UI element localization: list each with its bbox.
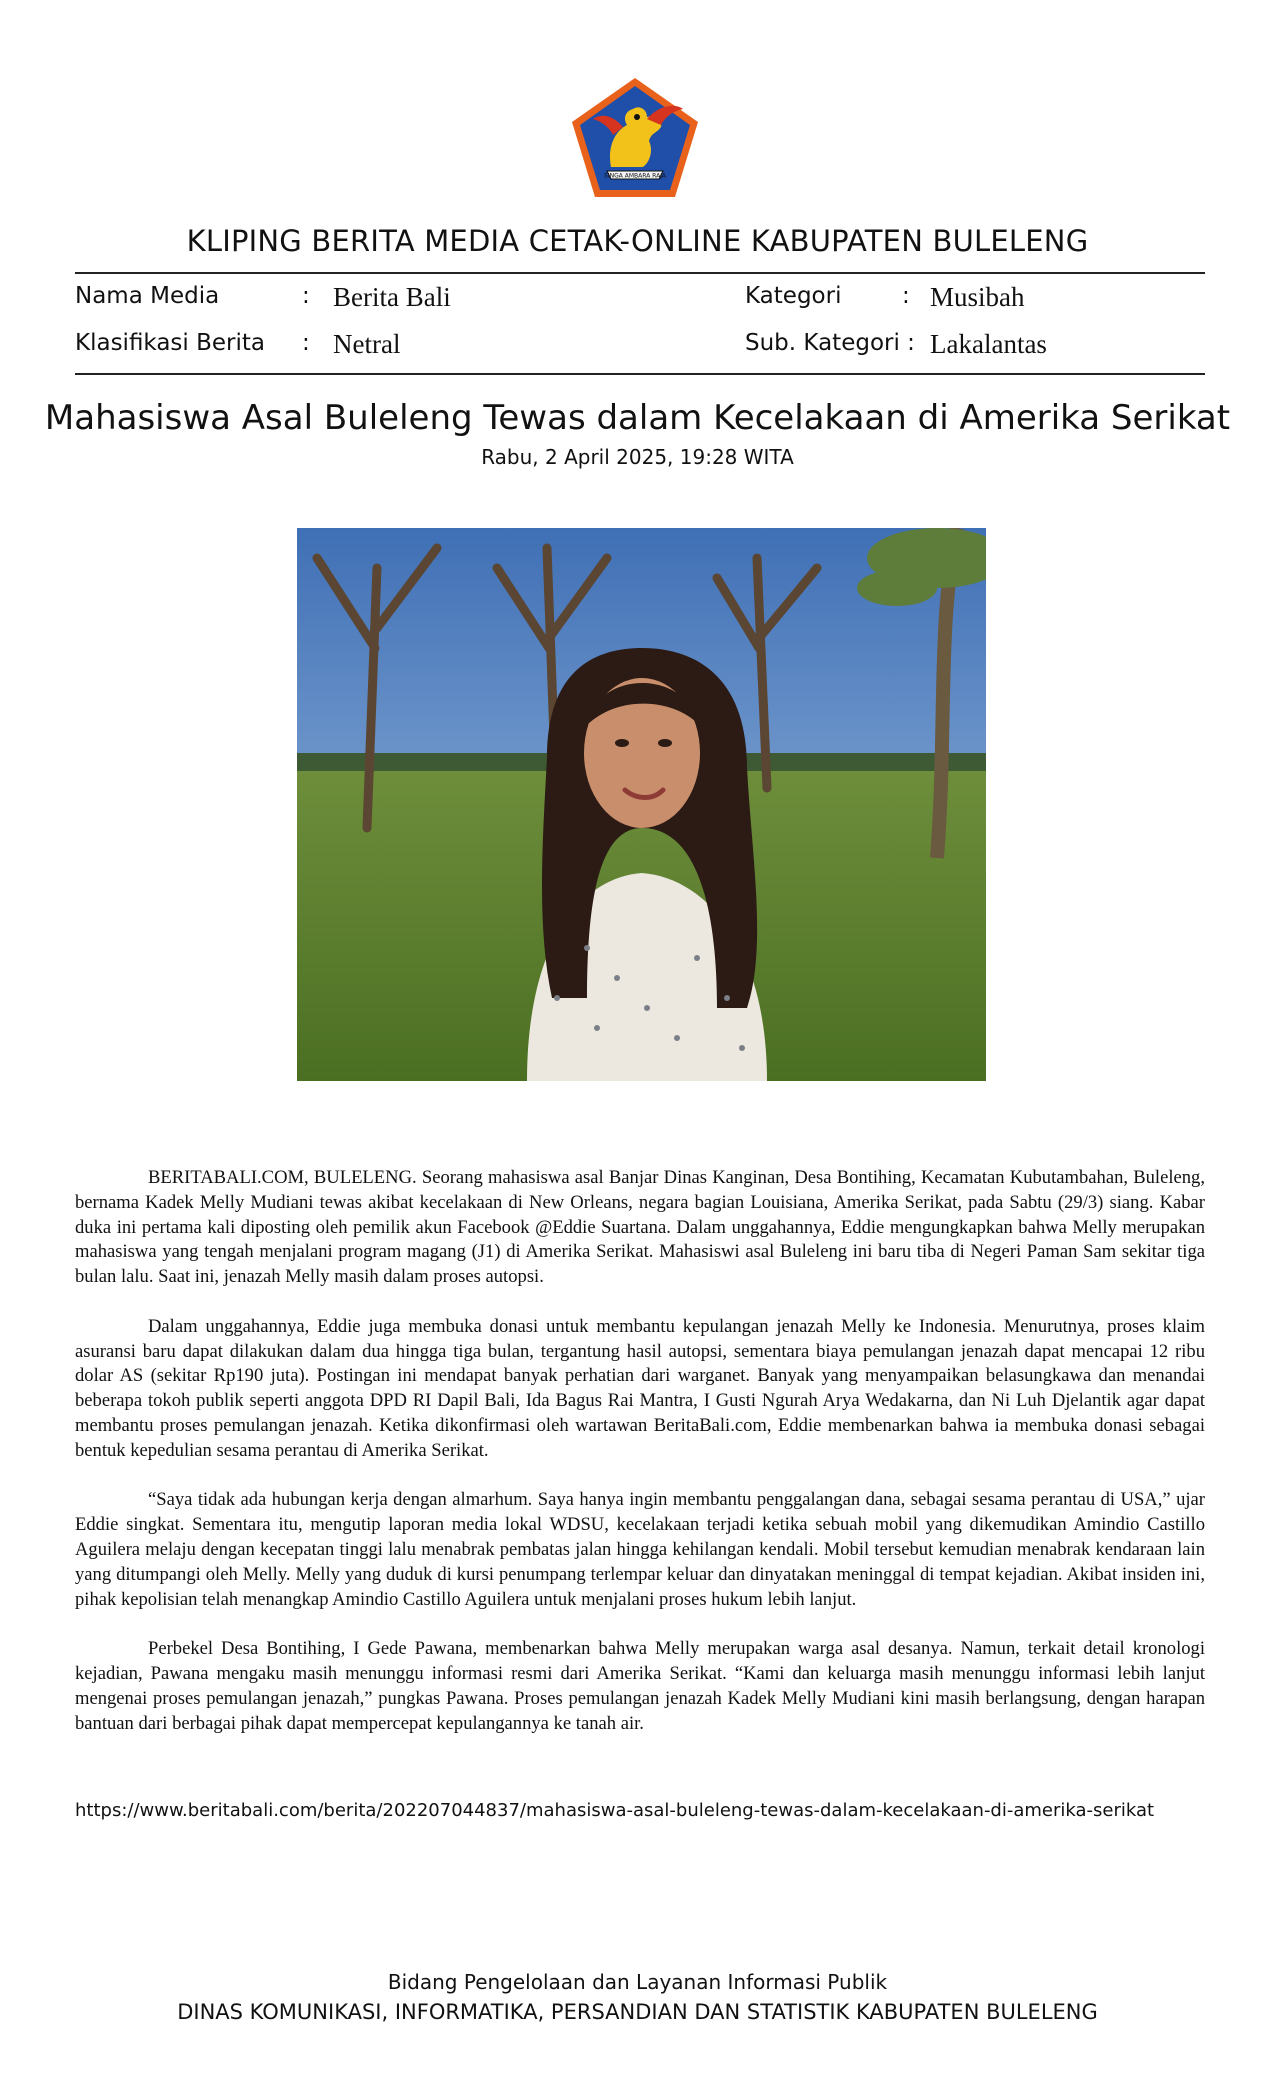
article-paragraph: “Saya tidak ada hubungan kerja dengan almarhum. Saya hanya ingin membantu penggalangan dana, sebagai sesama perantau di USA,” ujar Eddie singkat. Sementara itu, mengutip laporan media lokal WDSU, kecelakaan terjadi ketika sebuah mobil yang dikemudikan Amindio Castillo Aguilera melaju dengan kecepatan tinggi lalu menabrak pembatas jalan hingga kehilangan kendali. Mobil tersebut kemudian menabrak kendaraan lain yang ditumpangi oleh Melly. Melly yang duduk di kursi penumpang terlempar keluar dan dinyatakan meninggal di tempat kejadian. Akibat insiden ini, pihak kepolisian telah menangkap Amindio Castillo Aguilera untuk menjalani proses hukum lebih lanjut. bbox=[75, 1489, 1205, 1610]
article-body bbox=[75, 1166, 1205, 1761]
article-date: Rabu, 2 April 2025, 19:28 WITA bbox=[481, 445, 794, 469]
article-paragraph: Perbekel Desa Bontihing, I Gede Pawana, membenarkan bahwa Melly merupakan warga asal desanya. Namun, terkait detail kronologi kejadian, Pawana mengaku masih menunggu informasi resmi dari Amerika Serikat. “Kami dan keluarga masih menunggu informasi lebih lanjut mengenai proses pemulangan jenazah,” pungkas Pawana. Proses pemulangan jenazah Kadek Melly Mudiani kini masih berlangsung, dengan harapan bantuan dari berbagai pihak dapat mempercepat kepulangannya ke tanah air. bbox=[75, 1638, 1205, 1734]
article-title: Mahasiswa Asal Buleleng Tewas dalam Kecelakaan di Amerika Serikat bbox=[44, 398, 1231, 438]
article-paragraph: BERITABALI.COM, BULELENG. Seorang mahasiswa asal Banjar Dinas Kanginan, Desa Bontihing, Kecamatan Kubutambahan, Buleleng, bernama Kadek Melly Mudiani tewas akibat kecelakaan di New Orleans, negara bagian Louisiana, Amerika Serikat, pada Sabtu (29/3) siang. Kabar duka ini pertama kali diposting oleh pemilik akun Facebook @Eddie Suartana. Dalam unggahannya, Eddie mengungkapkan bahwa Melly merupakan mahasiswa yang tengah menjalani program magang (J1) di Amerika Serikat. Mahasiswi asal Buleleng ini baru tiba di Negeri Paman Sam sekitar tiga bulan lalu. Saat ini, jenazah Melly masih dalam proses autopsi. bbox=[75, 1167, 1205, 1288]
kategori-value: Musibah bbox=[930, 282, 1025, 312]
header-divider-top bbox=[75, 272, 1205, 274]
singa-ambara-raja-emblem-icon bbox=[567, 75, 703, 201]
emblem-text: SINGA AMBARA RAJA bbox=[604, 172, 666, 180]
portrait-photo-icon bbox=[297, 528, 986, 1081]
sub-kategori-label: Sub. Kategori : bbox=[745, 330, 915, 356]
kategori-label: Kategori bbox=[745, 283, 842, 309]
footer-department: Bidang Pengelolaan dan Layanan Informasi Publik bbox=[387, 1970, 888, 1994]
nama-media-colon: : bbox=[302, 283, 310, 309]
sub-kategori-value: Lakalantas bbox=[930, 329, 1047, 359]
klasifikasi-berita-value: Netral bbox=[333, 329, 401, 359]
klasifikasi-berita-label: Klasifikasi Berita bbox=[75, 330, 266, 356]
nama-media-label: Nama Media bbox=[75, 283, 220, 309]
footer-agency: DINAS KOMUNIKASI, INFORMATIKA, PERSANDIAN DAN STATISTIK KABUPATEN BULELENG bbox=[177, 2000, 1098, 2024]
article-paragraph: Dalam unggahannya, Eddie juga membuka donasi untuk membantu kepulangan jenazah Melly ke Indonesia. Menurutnya, proses klaim asuransi baru dapat dilakukan dalam dua hingga tiga bulan, tergantung hasil autopsi, sementara biaya pemulangan jenazah dapat mencapai 12 ribu dolar AS (sekitar Rp190 juta). Postingan ini mendapat banyak perhatian dari warganet. Banyak yang menyampaikan belasungkawa dan menandai beberapa tokoh publik seperti anggota DPD RI Dapil Bali, Ida Bagus Rai Mantra, I Gusti Ngurah Arya Wedakarna, dan Ni Luh Djelantik agar dapat membantu proses pemulangan jenazah. Ketika dikonfirmasi oleh wartawan BeritaBali.com, Eddie membenarkan bahwa ia membuka donasi sebagai bentuk kepedulian sesama perantau di Amerika Serikat. bbox=[75, 1315, 1205, 1461]
source-url-link[interactable]: https://www.beritabali.com/berita/202207044837/mahasiswa-asal-buleleng-tewas-dalam-kecelakaan-di-amerika-serikat bbox=[75, 1800, 1155, 1821]
kategori-colon: : bbox=[902, 283, 910, 309]
klasifikasi-berita-colon: : bbox=[302, 330, 310, 356]
document-header-title: KLIPING BERITA MEDIA CETAK-ONLINE KABUPATEN BULELENG bbox=[186, 224, 1089, 258]
nama-media-value: Berita Bali bbox=[333, 282, 451, 312]
header-divider-bottom bbox=[75, 373, 1205, 375]
